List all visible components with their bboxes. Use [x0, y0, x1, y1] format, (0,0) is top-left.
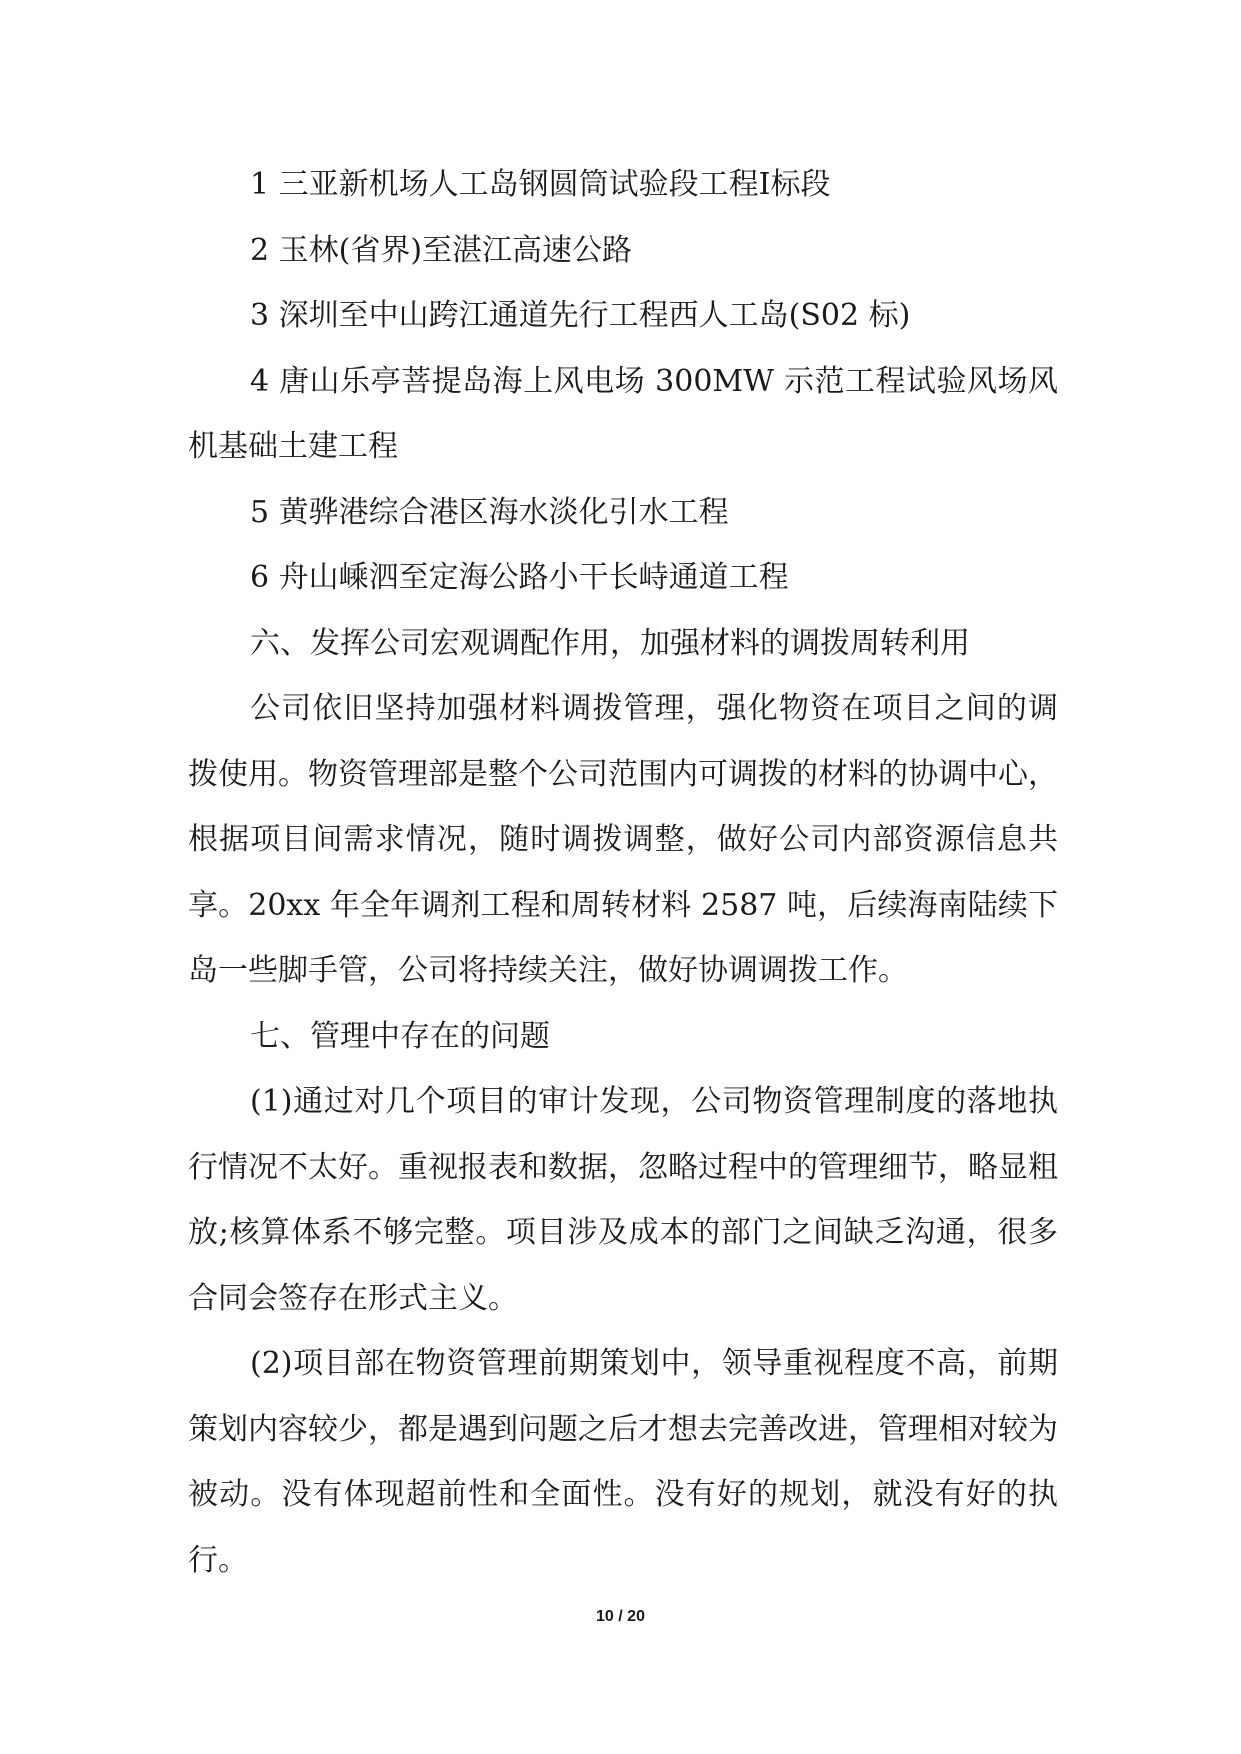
body-paragraph: (1)通过对几个项目的审计发现，公司物资管理制度的落地执行情况不太好。重视报表和数据，忽略过程中的管理细节，略显粗放;核算体系不够完整。项目涉及成本的部门之间缺乏沟通，很多合同会签存在形式主义。	[188, 1084, 1058, 1316]
body-paragraph: 公司依旧坚持加强材料调拨管理，强化物资在项目之间的调拨使用。物资管理部是整个公司范围内可调拨的材料的协调中心，根据项目间需求情况，随时调拨调整，做好公司内部资源信息共享。20xx 年全年调剂工程和周转材料 2587 吨，后续海南陆续下岛一些脚手管，公司将持续关注，做好协调调拨工作。	[188, 691, 1058, 988]
section-heading-7: 七、管理中存在的问题	[250, 1018, 550, 1054]
project-item-1: 1 三亚新机场人工岛钢圆筒试验段工程Ⅰ标段	[250, 167, 831, 202]
project-item-6: 6 舟山嵊泗至定海公路小干长峙通道工程	[250, 560, 789, 595]
body-paragraph: (2)项目部在物资管理前期策划中，领导重视程度不高，前期策划内容较少，都是遇到问题之后才想去完善改进，管理相对较为被动。没有体现超前性和全面性。没有好的规划，就没有好的执行。	[188, 1346, 1058, 1578]
page-number: 10 / 20	[596, 1608, 645, 1625]
project-item-4: 4 唐山乐亭菩提岛海上风电场 300MW 示范工程试验风场风机基础土建工程	[188, 363, 1058, 464]
document-body	[188, 152, 1058, 1593]
project-item-2: 2 玉林(省界)至湛江高速公路	[250, 232, 633, 268]
project-item-5: 5 黄骅港综合港区海水淡化引水工程	[250, 494, 729, 530]
project-item-3: 3 深圳至中山跨江通道先行工程西人工岛(S02 标)	[250, 298, 911, 333]
section-heading-6: 六、发挥公司宏观调配作用，加强材料的调拨周转利用	[250, 625, 970, 661]
